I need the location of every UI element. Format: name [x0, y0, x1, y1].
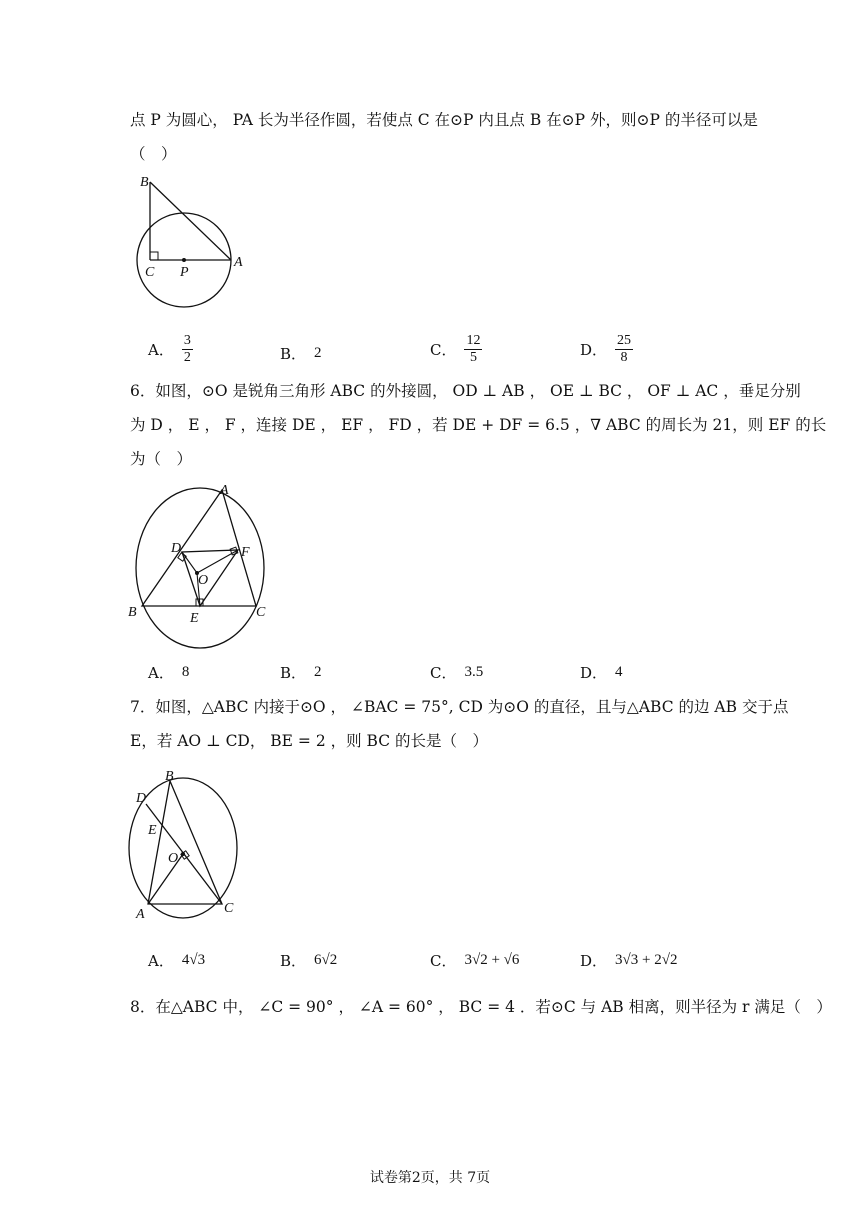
q6-label-c: C: [256, 605, 266, 620]
q6-label-a: A: [220, 483, 229, 498]
q5-option-a-fraction: $\frac{3}{2}$: [183, 333, 191, 365]
q7-option-b[interactable]: B． 6√2: [280, 952, 338, 970]
q6-right-angle-mark-f: [230, 547, 238, 555]
q5-option-d[interactable]: D． $\frac{25}{8}$: [580, 333, 632, 365]
q5-option-b[interactable]: B． 2: [280, 345, 322, 363]
q5-right-angle-mark: [150, 252, 158, 260]
q6-figure: [128, 482, 268, 652]
q6-label-f: F: [241, 545, 250, 560]
q6-triangle-abc: [142, 490, 256, 606]
q6-label-e: E: [190, 611, 199, 626]
q6-option-b[interactable]: B． 2: [280, 664, 322, 682]
q7-options: [130, 950, 750, 990]
q6-label-d: D: [171, 541, 182, 556]
q7-label-d: D: [136, 791, 147, 806]
q6-text-line1: 6．如图，⊙O 是锐角三角形 ABC 的外接圆， OD ⊥ AB ， OE ⊥ BC ， OF ⊥ AC ，垂足分别: [130, 382, 801, 400]
q5-option-c-fraction: $\frac{12}{5}$: [466, 333, 481, 365]
q5-option-d-fraction: $\frac{25}{8}$: [617, 333, 632, 365]
q6-triangle-def: [182, 550, 238, 606]
q5-segment-ba: [150, 182, 231, 260]
q7-text-line2: E，若 AO ⊥ CD， BE = 2 ，则 BC 的长是（ ）: [130, 732, 489, 750]
q5-option-a[interactable]: A． $\frac{3}{2}$: [148, 333, 191, 365]
q6-label-b: B: [128, 605, 137, 620]
q7-option-c[interactable]: C． 3√2 + √6: [430, 952, 520, 970]
q5-label-a: A: [234, 255, 243, 270]
q5-point-p: [182, 258, 186, 262]
q6-option-a[interactable]: A． 8: [148, 664, 190, 682]
q5-figure: [130, 172, 250, 322]
q5-text-line1: 点 P 为圆心， PA 长为半径作圆，若使点 C 在⊙P 内且点 B 在⊙P 外，则⊙P 的半径可以是: [130, 111, 758, 129]
q6-option-d[interactable]: D． 4: [580, 664, 623, 682]
page-footer: 试卷第2页，共 7页: [369, 1170, 491, 1186]
q6-text-line2: 为 D ， E ， F ，连接 DE ， EF ， FD ，若 DE + DF = 6.5 ，∇ ABC 的周长为 21，则 EF 的长: [130, 416, 827, 434]
q7-label-o: O: [168, 851, 179, 866]
q7-text-line1: 7．如图，△ABC 内接于⊙O ， ∠BAC = 75°, CD 为⊙O 的直径，且与△ABC 的边 AB 交于点: [130, 698, 789, 716]
q6-text-line3: 为（ ）: [130, 450, 193, 468]
q7-option-a[interactable]: A． 4√3: [148, 952, 206, 970]
q5-label-c: C: [145, 265, 155, 280]
q7-figure: [128, 766, 248, 926]
q8-text-line1: 8．在△ABC 中， ∠C = 90° ， ∠A = 60° ， BC = 4 ．若⊙C 与 AB 相离，则半径为 r 满足（ ）: [130, 998, 832, 1016]
q7-option-d[interactable]: D． 3√3 + 2√2: [580, 952, 678, 970]
q6-label-o: O: [198, 573, 209, 588]
q7-label-b: B: [165, 769, 174, 784]
q7-label-a: A: [136, 907, 145, 922]
q6-option-c[interactable]: C． 3.5: [430, 664, 484, 682]
q7-triangle-abc: [148, 781, 222, 904]
q7-label-e: E: [148, 823, 157, 838]
q7-point-o: [181, 852, 185, 856]
q5-label-p: P: [180, 265, 189, 280]
q5-option-c[interactable]: C． $\frac{12}{5}$: [430, 333, 481, 365]
q5-label-b: B: [140, 175, 149, 190]
q7-label-c: C: [224, 901, 234, 916]
q5-text-line2: （ ）: [130, 145, 177, 163]
q5-options: [130, 333, 750, 373]
